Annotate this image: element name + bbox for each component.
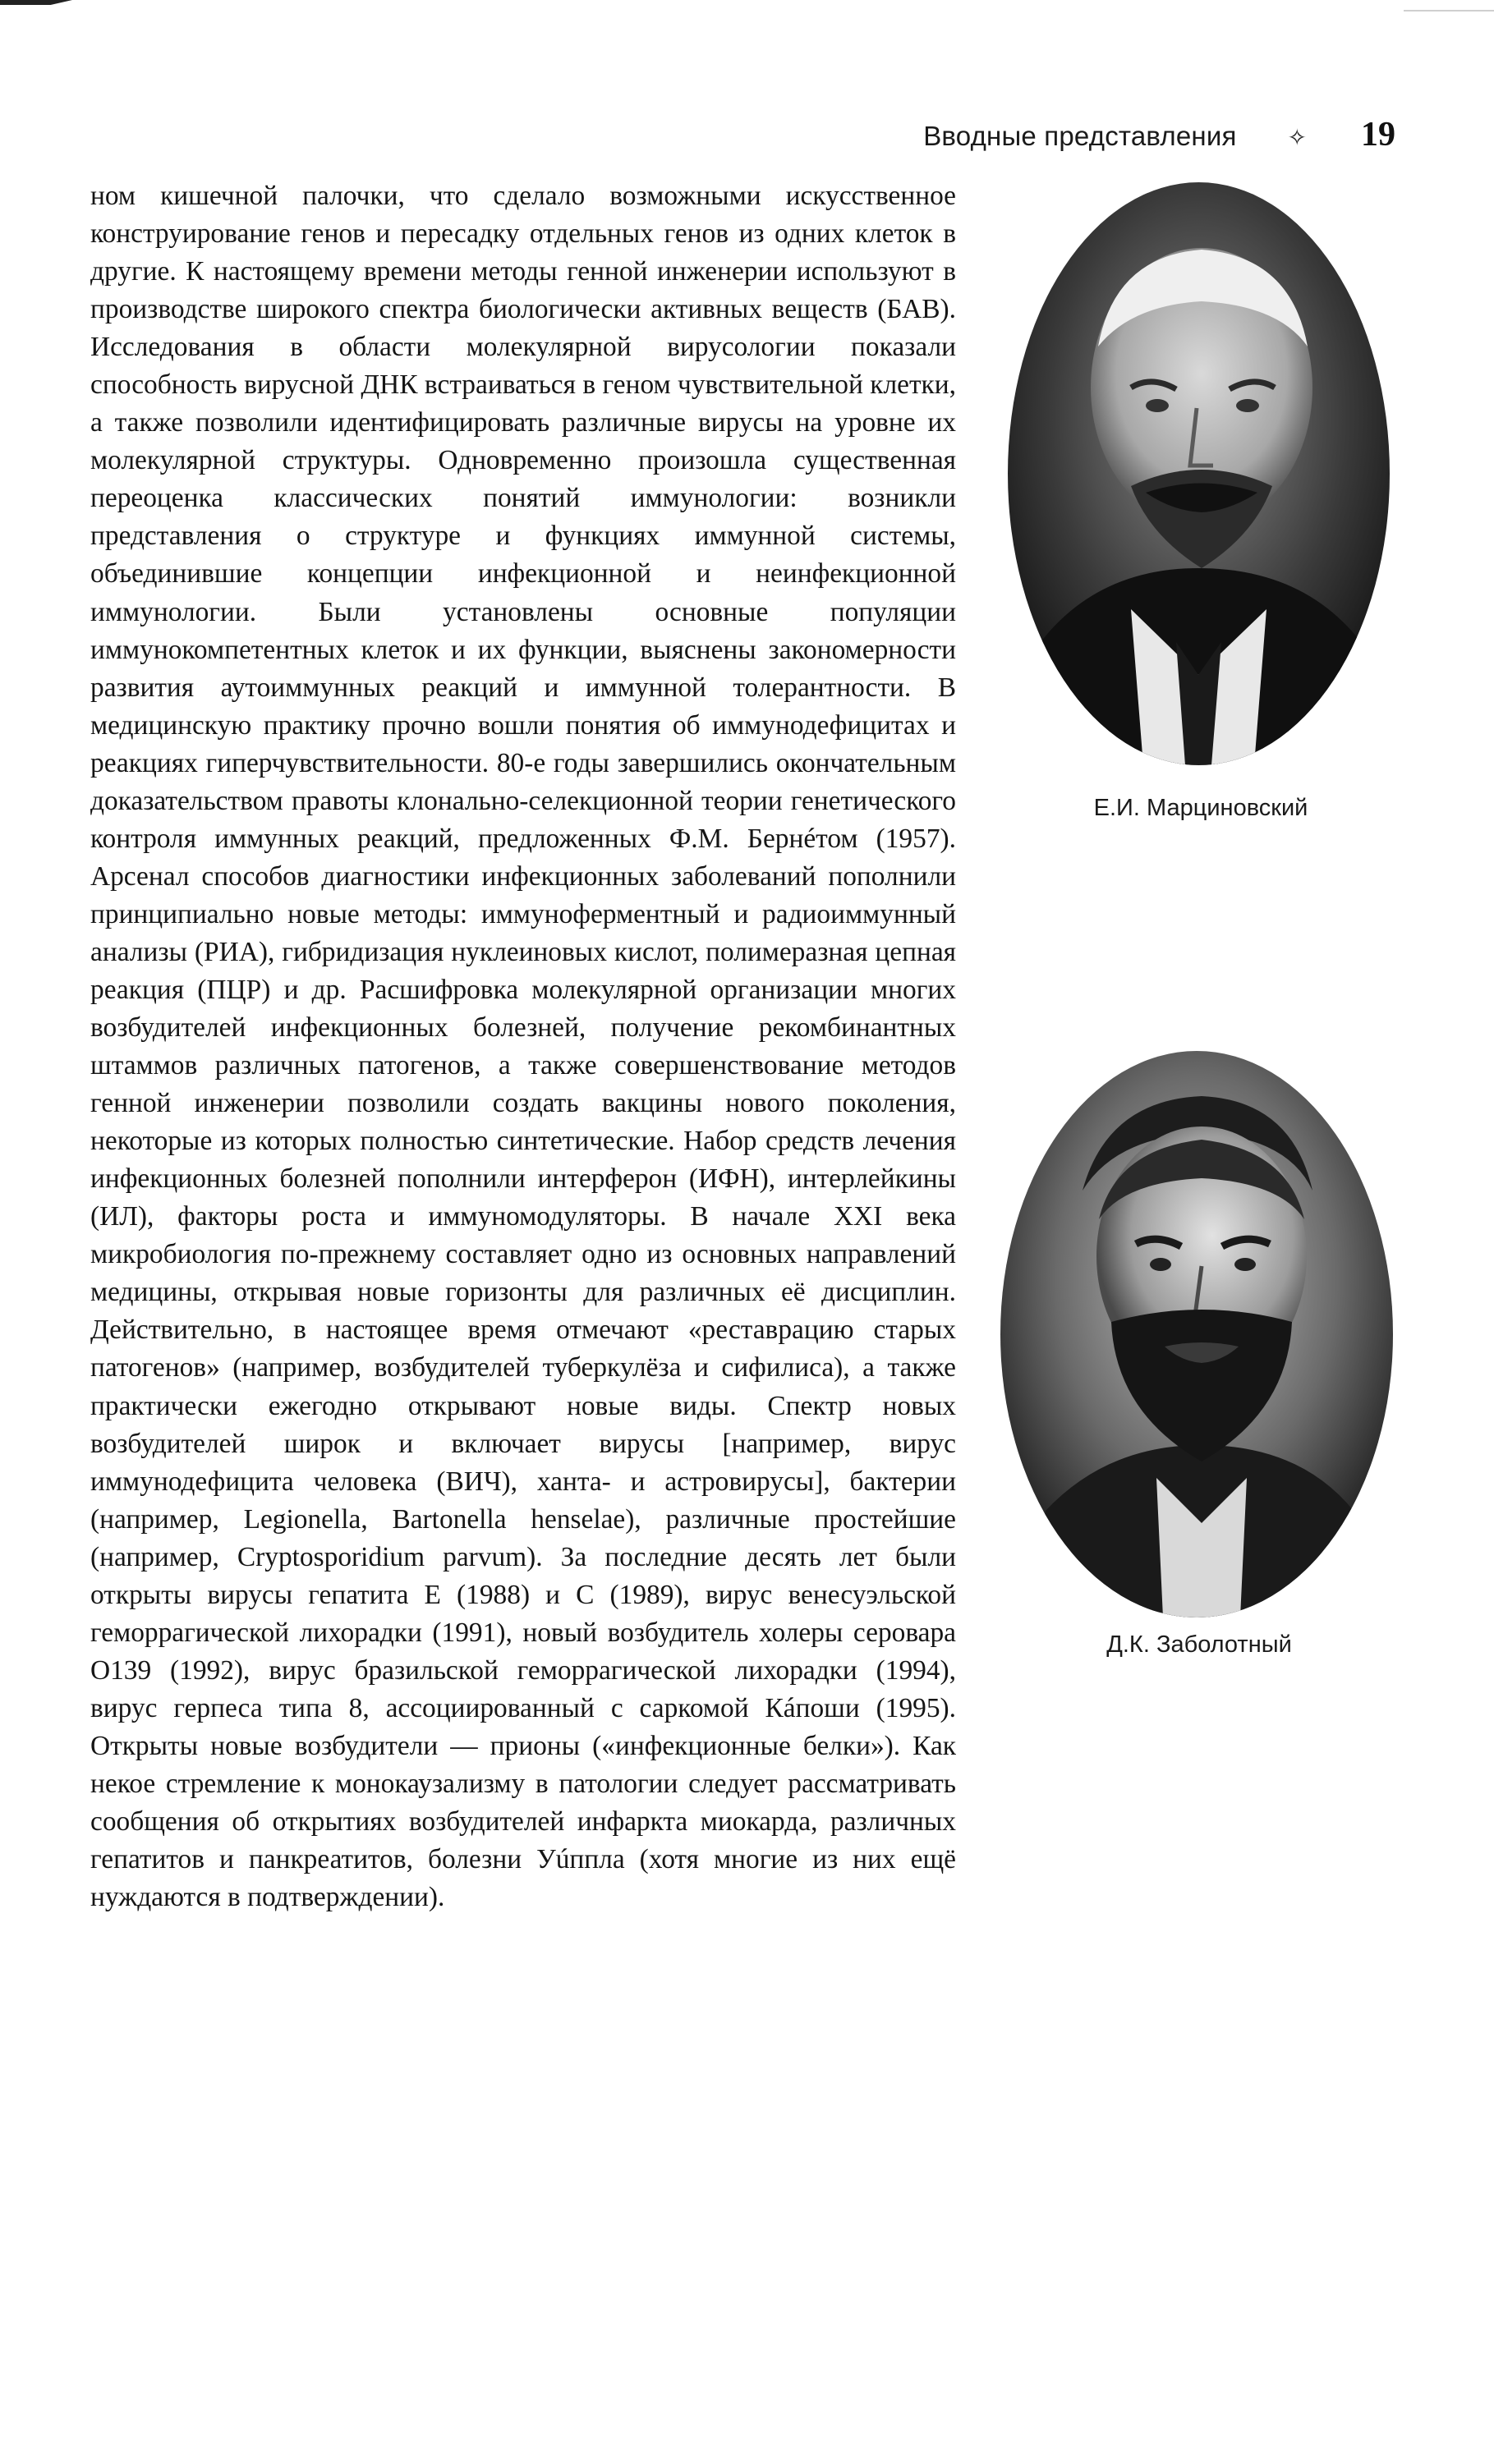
corner-crop-mark (0, 0, 72, 11)
running-head (923, 115, 1395, 154)
running-head-title: Вводные представления (923, 121, 1237, 151)
portrait-photo-martsinovsky (1008, 182, 1390, 765)
portrait-caption-martsinovsky: Е.И. Марциновский (1093, 795, 1308, 821)
portrait-caption-zabolotny: Д.К. Заболотный (1106, 1631, 1292, 1658)
body-text (90, 177, 956, 1916)
corner-rule (1404, 10, 1494, 11)
portrait-photo-zabolotny (1000, 1051, 1393, 1617)
paragraph: ном кишечной палочки, что сделало возможными искусственное конструирование генов и пересадку отдельных генов из одних клеток в другие. К настоящему времени методы генной инженерии используют в производстве широкого спектра биологически активных веществ (БАВ). Исследования в области молекулярной вирусологии показали способность вирусной ДНК встраиваться в геном чувствительной клетки, а также позволили идентифицировать различные вирусы на уровне их молекулярной структуры. Одновременно произошла существенная переоценка классических понятий иммунологии: возникли представления о структуре и функциях иммунной системы, объединившие концепции инфекционной и неинфекционной иммунологии. Были установлены основные популяции иммунокомпетентных клеток и их функции, выяснены закономерности развития аутоиммунных реакций и иммунной толерантности. В медицинскую практику прочно вошли понятия об иммунодефицитах и реакциях гиперчувствительности. 80-е годы завершились окончательным доказательством правоты клонально-селекционной теории генетического контроля иммунных реакций, предложенных Ф.М. Бернéтом (1957). Арсенал способов диагностики инфекционных заболеваний пополнили принципиально новые методы: иммуноферментный и радиоиммунный анализы (РИА), гибридизация нуклеиновых кислот, полимеразная цепная реакция (ПЦР) и др. Расшифровка молекулярной организации многих возбудителей инфекционных болезней, получение рекомбинантных штаммов различных патогенов, а также совершенствование методов генной инженерии позволили создать вакцины нового поколения, некоторые из которых полностью синтетические. Набор средств лечения инфекционных болезней пополнили интерферон (ИФН), интерлейкины (ИЛ), факторы роста и иммуномодуляторы. В начале XXI века микробиология по-прежнему составляет одно из основных направлений медицины, открывая новые горизонты для различных её дисциплин. Действительно, в настоящее время отмечают «реставрацию старых патогенов» (например, возбудителей туберкулёза и сифилиса), а также практически ежегодно открывают новые виды. Спектр новых возбудителей широк и включает вирусы [например, вирус иммунодефицита человека (ВИЧ), ханта- и астровирусы], бактерии (например, Legionella, Bartonella henselae), различные простейшие (например, Cryptosporidium parvum). За последние десять лет были открыты вирусы гепатита Е (1988) и С (1989), вирус венесуэльской геморрагической лихорадки (1991), новый возбудитель холеры серовара О139 (1992), вирус бразильской геморрагической лихорадки (1994), вирус герпеса типа 8, ассоциированный с саркомой Кáпоши (1995). Открыты новые возбудители — прионы («инфекционные белки»). Как некое стремление к монокаузализму в патологии следует рассматривать сообщения об открытиях возбудителей инфаркта миокарда, различных гепатитов и панкреатитов, болезни Уúппла (хотя многие из них ещё нуждаются в подтверждении). (90, 181, 956, 1913)
page-number: 19 (1361, 116, 1395, 154)
running-head-ornament: ✧ (1287, 124, 1307, 151)
